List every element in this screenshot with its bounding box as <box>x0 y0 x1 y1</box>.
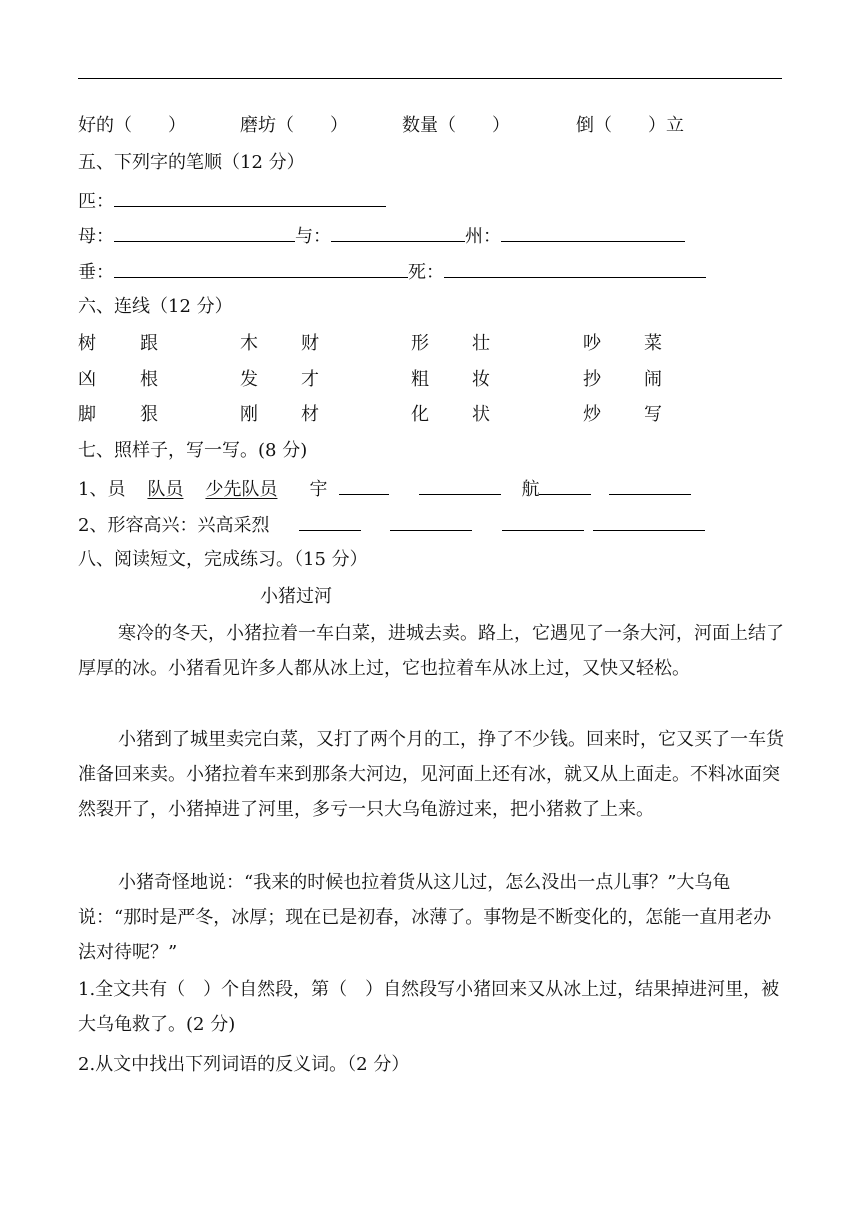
answer-blank[interactable] <box>114 259 408 278</box>
match-char[interactable]: 化 <box>411 404 429 425</box>
stroke-row-3 <box>78 259 706 285</box>
story-title: 小猪过河 <box>260 586 332 607</box>
example-label: 1、员 <box>78 479 126 500</box>
match-char[interactable]: 菜 <box>644 333 662 354</box>
answer-blank[interactable] <box>114 223 295 242</box>
match-char[interactable]: 抄 <box>583 369 601 390</box>
match-char[interactable]: 刚 <box>240 404 258 425</box>
match-char[interactable]: 财 <box>301 333 319 354</box>
match-char[interactable]: 狠 <box>140 404 158 425</box>
stroke-char: 死： <box>408 262 444 283</box>
match-char[interactable]: 闹 <box>644 369 662 390</box>
stroke-char: 州： <box>465 226 501 247</box>
q4-item-3: 数量（ ） <box>402 115 510 136</box>
q4-item-1: 好的（ ） <box>78 115 186 136</box>
example-phrase: 少先队员 <box>205 479 278 500</box>
section-7-title: 七、照样子，写一写。(8 分) <box>78 440 308 461</box>
match-char[interactable]: 脚 <box>78 404 96 425</box>
answer-blank[interactable] <box>609 476 691 495</box>
answer-blank[interactable] <box>299 512 361 531</box>
stroke-row-1 <box>78 188 386 214</box>
match-char[interactable]: 根 <box>140 369 158 390</box>
stroke-char: 垂： <box>78 262 114 283</box>
story-paragraph-2: 小猪到了城里卖完白菜，又打了两个月的工，挣了不少钱。回来时，它又买了一车货准备回来卖。小猪拉着车来到那条大河边，见河面上还有冰，就又从上面走。不料冰面突然裂开了，小猪掉进了河里，多亏一只大乌龟游过来，把小猪救了上来。 <box>78 729 784 820</box>
answer-blank[interactable] <box>419 476 501 495</box>
section-5-title: 五、下列字的笔顺（12 分） <box>78 152 305 173</box>
match-char[interactable]: 妆 <box>472 369 490 390</box>
question-1: 1.全文共有（ ）个自然段，第（ ）自然段写小猪回来又从冰上过，结果掉进河里，被大乌龟救了。(2 分) <box>78 979 780 1035</box>
example-label: 2、形容高兴：兴高采烈 <box>78 515 270 536</box>
answer-blank[interactable] <box>502 512 584 531</box>
match-char[interactable]: 发 <box>240 369 258 390</box>
match-char[interactable]: 凶 <box>78 369 96 390</box>
answer-blank[interactable] <box>114 188 386 207</box>
question-2: 2.从文中找出下列词语的反义词。（2 分） <box>78 1054 410 1075</box>
q4-item-4: 倒（ ）立 <box>576 115 684 136</box>
match-char[interactable]: 树 <box>78 333 96 354</box>
answer-blank[interactable] <box>539 476 591 495</box>
answer-blank[interactable] <box>331 223 465 242</box>
stroke-char: 匹： <box>78 191 114 212</box>
example-row-1 <box>78 476 691 502</box>
answer-blank[interactable] <box>390 512 472 531</box>
example-row-2 <box>78 512 705 538</box>
section-6-title: 六、连线（12 分） <box>78 296 233 317</box>
prompt-char: 宇 <box>309 479 328 500</box>
stroke-char: 与： <box>295 226 331 247</box>
story-paragraph-3: 小猪奇怪地说：“我来的时候也拉着货从这儿过，怎么没出一点儿事？”大乌龟说：“那时是严冬，冰厚；现在已是初春，冰薄了。事物是不断变化的，怎能一直用老办法对待呢？” <box>78 872 772 963</box>
top-rule <box>78 78 782 79</box>
answer-blank[interactable] <box>339 476 389 495</box>
match-char[interactable]: 木 <box>240 333 258 354</box>
match-char[interactable]: 壮 <box>472 333 490 354</box>
prompt-char: 航 <box>521 479 540 500</box>
match-char[interactable]: 吵 <box>583 333 601 354</box>
match-char[interactable]: 写 <box>644 404 662 425</box>
match-char[interactable]: 材 <box>301 404 319 425</box>
stroke-row-2 <box>78 223 685 249</box>
answer-blank[interactable] <box>593 512 705 531</box>
match-char[interactable]: 跟 <box>140 333 158 354</box>
answer-blank[interactable] <box>444 259 706 278</box>
section-8-title: 八、阅读短文，完成练习。（15 分） <box>78 549 368 570</box>
story-paragraph-1: 寒冷的冬天，小猪拉着一车白菜，进城去卖。路上，它遇见了一条大河，河面上结了厚厚的冰。小猪看见许多人都从冰上过，它也拉着车从冰上过，又快又轻松。 <box>78 623 784 679</box>
match-char[interactable]: 粗 <box>411 369 429 390</box>
match-char[interactable]: 炒 <box>583 404 601 425</box>
example-word: 队员 <box>147 479 184 500</box>
match-char[interactable]: 状 <box>472 404 490 425</box>
q4-item-2: 磨坊（ ） <box>240 115 348 136</box>
stroke-char: 母： <box>78 226 114 247</box>
answer-blank[interactable] <box>501 223 685 242</box>
match-char[interactable]: 才 <box>301 369 319 390</box>
match-char[interactable]: 形 <box>411 333 429 354</box>
